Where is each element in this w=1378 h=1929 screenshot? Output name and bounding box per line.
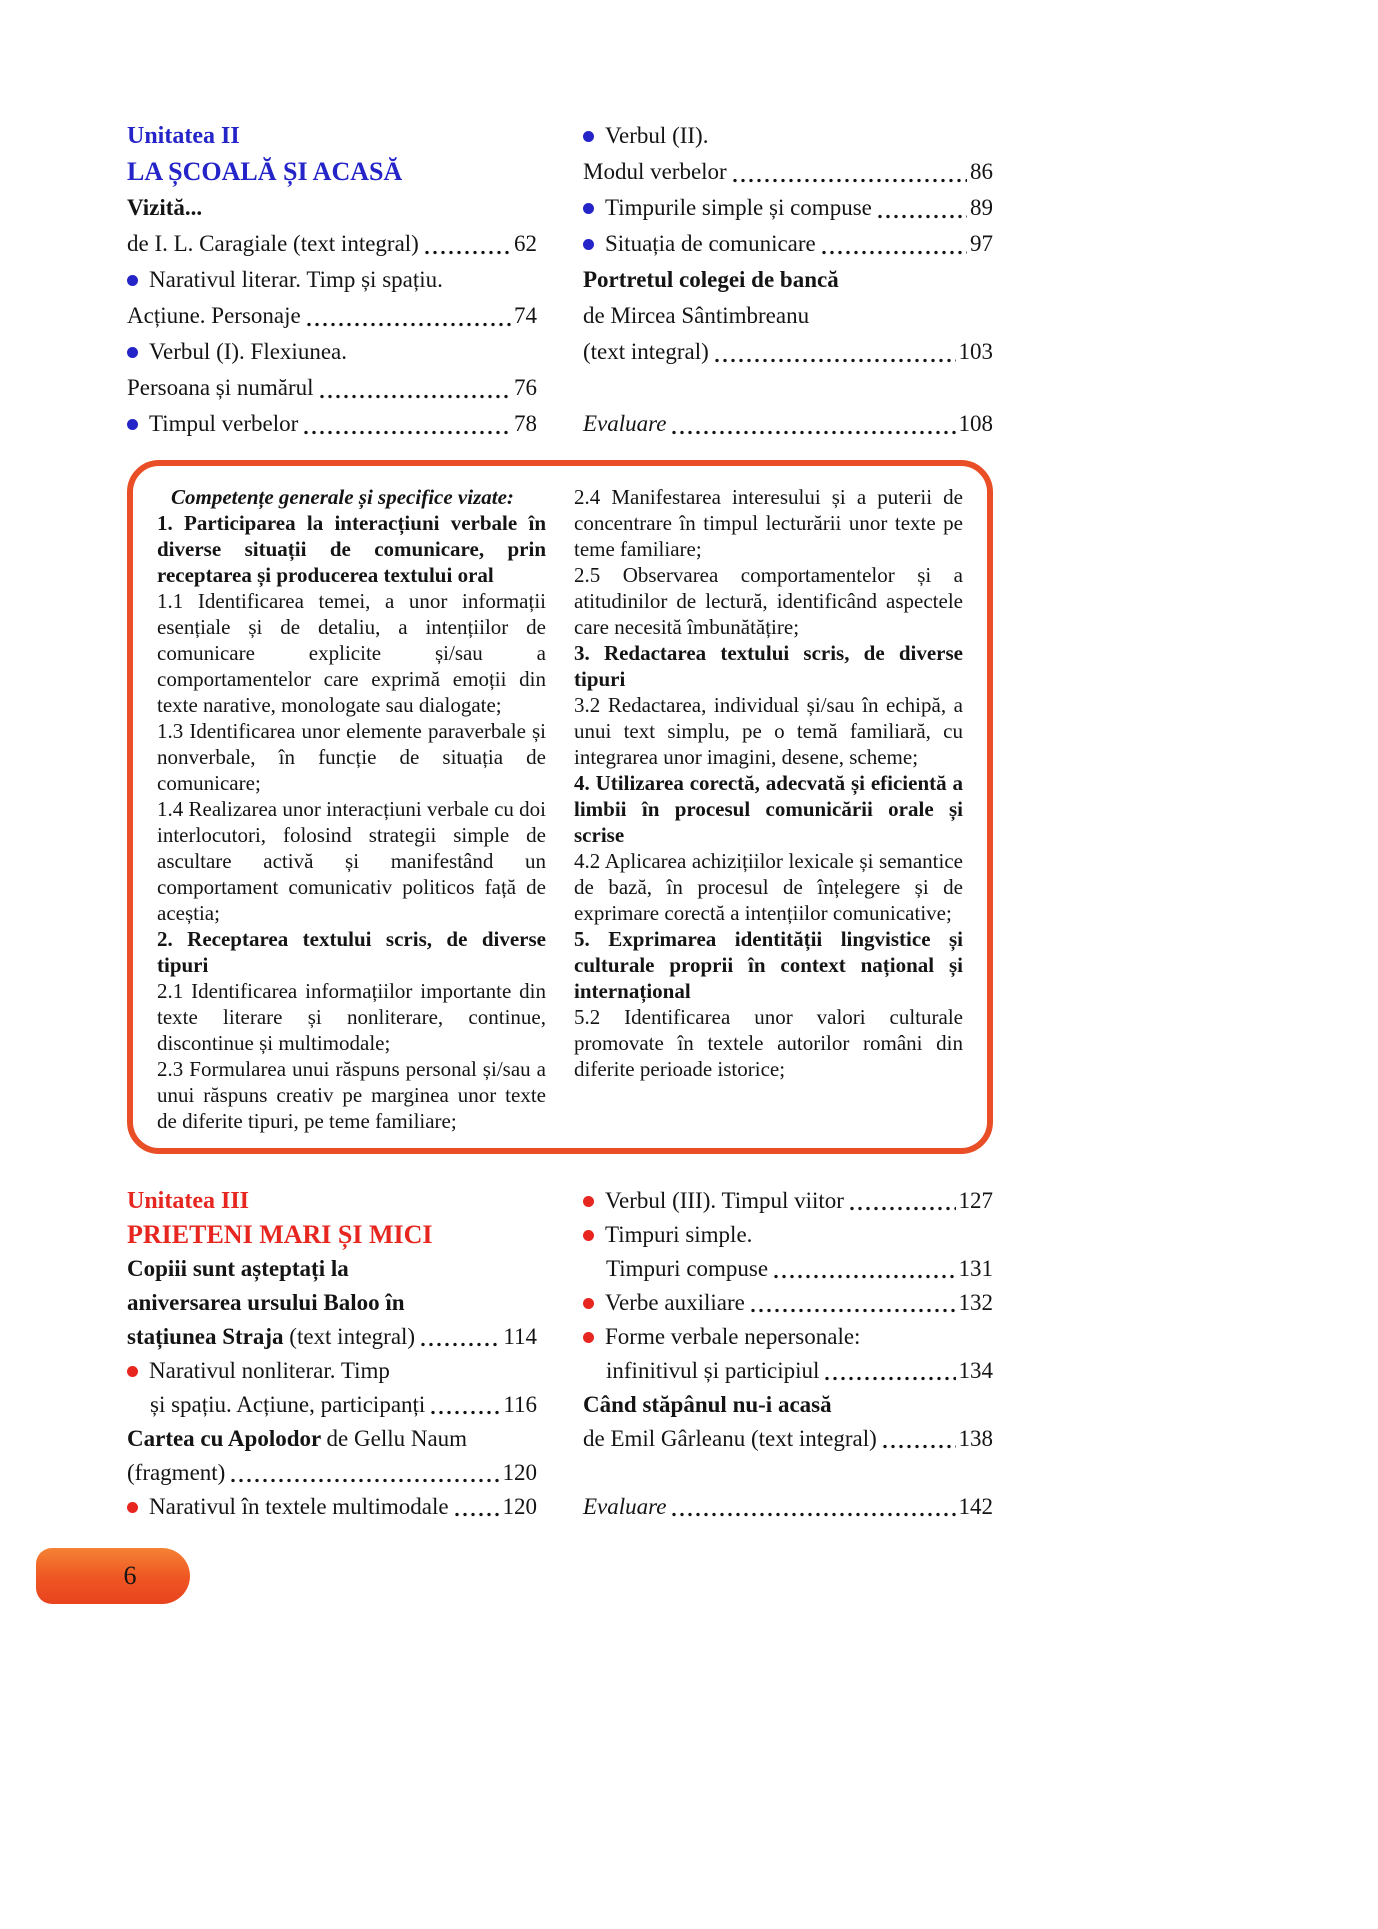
- entry-text: [149, 334, 347, 370]
- red-bullet-icon: [583, 1332, 594, 1343]
- entry-text: [583, 1490, 666, 1524]
- toc-spacer: [583, 370, 993, 406]
- text-run: Acțiune. Personaje: [127, 303, 301, 328]
- text-run: Persoana și numărul: [127, 375, 314, 400]
- toc-entry: [583, 190, 993, 226]
- text-run: Unitatea III: [127, 1188, 250, 1214]
- toc-entry: [127, 1456, 537, 1490]
- blue-bullet-icon: [127, 347, 138, 358]
- red-bullet-icon: [127, 1366, 138, 1377]
- entry-text: [606, 1354, 819, 1388]
- unit2-toc-section: [127, 118, 993, 442]
- entry-text: [127, 1252, 349, 1286]
- toc-entry: [583, 118, 993, 154]
- competencies-left-column: [157, 484, 546, 1134]
- toc-entry: [127, 334, 537, 370]
- toc-entry: [127, 262, 537, 298]
- dotted-leader: [302, 430, 511, 435]
- toc-entry: [127, 1490, 537, 1524]
- toc-entry: [583, 406, 993, 442]
- page-ref: 132: [958, 1290, 993, 1315]
- dotted-leader: [229, 1478, 499, 1483]
- entry-text: [605, 1184, 844, 1218]
- entry-text: [149, 406, 298, 442]
- toc-entry: [583, 1218, 993, 1252]
- page-ref: 134: [958, 1358, 993, 1383]
- text-run: Timpuri simple.: [605, 1222, 753, 1247]
- blue-bullet-icon: [583, 203, 594, 214]
- page-ref: 97: [970, 231, 993, 256]
- toc-entry: [583, 262, 993, 298]
- text-run: infinitivul și participiul: [606, 1358, 820, 1383]
- competency-paragraph: 1. Participarea la interacțiuni verbale în diverse situații de comunicare, prin receptarea și producerea textului oral: [157, 511, 546, 587]
- text-run: de Gellu Naum: [326, 1426, 468, 1451]
- competency-paragraph: 2.5 Observarea comportamentelor și a atitudinilor de lectură, identificând aspectele care necesită îmbunătățire;: [574, 563, 963, 639]
- toc-entry: [583, 1184, 993, 1218]
- page-ref: 74: [514, 303, 537, 328]
- unit3-left-column: [127, 1184, 537, 1524]
- entry-text: [127, 1184, 249, 1218]
- toc-entry: [127, 406, 537, 442]
- text-run: Narativul literar. Timp și spațiu.: [149, 267, 443, 292]
- red-bullet-icon: [127, 1502, 138, 1513]
- text-run: PRIETENI MARI ȘI MICI: [127, 1220, 433, 1249]
- dotted-leader: [713, 358, 956, 363]
- dotted-leader: [670, 430, 955, 435]
- entry-text: [605, 118, 708, 154]
- text-run: Unitatea II: [127, 123, 240, 149]
- page-ref: 89: [970, 195, 993, 220]
- text-run: Verbul (II).: [605, 123, 709, 148]
- text-run: Verbul (III). Timpul viitor: [605, 1188, 844, 1213]
- toc-entry: [583, 1490, 993, 1524]
- text-run: Evaluare: [583, 411, 667, 436]
- page-ref: 120: [502, 1460, 537, 1485]
- toc-spacer: [583, 1456, 993, 1490]
- competency-paragraph: 1.3 Identificarea unor elemente paraverbale și nonverbale, în funcție de situația de comunicare;: [157, 719, 546, 795]
- toc-entry: [583, 226, 993, 262]
- text-run: Portretul colegei de bancă: [583, 267, 839, 292]
- text-run: de I. L. Caragiale (text integral): [127, 231, 419, 256]
- text-run: Cartea cu Apolodor: [127, 1426, 327, 1451]
- unit3-right-column: [583, 1184, 993, 1524]
- entry-text: [606, 1252, 768, 1286]
- text-run: LA ȘCOALĂ ȘI ACASĂ: [127, 157, 403, 186]
- toc-entry: [127, 226, 537, 262]
- competency-paragraph: 2.3 Formularea unui răspuns personal și/sau a unui răspuns creativ pe marginea unor texte de diferite tipuri, pe teme familiare;: [157, 1057, 546, 1133]
- text-run: Timpuri compuse: [606, 1256, 769, 1281]
- toc-entry: [583, 298, 993, 334]
- entry-text: [583, 334, 709, 370]
- entry-text: [127, 1218, 433, 1252]
- competency-paragraph: 2.1 Identificarea informațiilor importante din texte literare și nonliterare, continue, discontinue și multimodale;: [157, 979, 546, 1055]
- text-run: Narativul nonliterar. Timp: [149, 1358, 390, 1383]
- toc-entry: [583, 1354, 993, 1388]
- red-bullet-icon: [583, 1230, 594, 1241]
- page-ref: 138: [958, 1426, 993, 1451]
- text-run: (text integral): [289, 1324, 416, 1349]
- toc-entry: [127, 190, 537, 226]
- entry-text: [127, 1456, 225, 1490]
- toc-entry: [127, 1354, 537, 1388]
- toc-entry: [127, 1320, 537, 1354]
- toc-entry: [127, 1388, 537, 1422]
- text-run: Copiii sunt așteptați la: [127, 1256, 349, 1281]
- text-run: Modul verbelor: [583, 159, 727, 184]
- entry-text: [583, 406, 666, 442]
- unit2-label: [127, 118, 537, 154]
- page-ref: 116: [503, 1392, 537, 1417]
- entry-text: [605, 1286, 745, 1320]
- toc-entry: [583, 1388, 993, 1422]
- competencies-title: Competențe generale și specifice vizate:: [171, 485, 514, 509]
- entry-text: [605, 1218, 752, 1252]
- entry-text: [127, 370, 314, 406]
- page-ref: 78: [514, 411, 537, 436]
- unit3-toc-section: [127, 1184, 993, 1524]
- toc-entry: [583, 1320, 993, 1354]
- entry-text: [127, 298, 301, 334]
- dotted-leader: [848, 1206, 956, 1211]
- competencies-box: [127, 460, 993, 1154]
- text-run: stațiunea Straja: [127, 1324, 290, 1349]
- toc-entry: [127, 1286, 537, 1320]
- page-ref: 127: [958, 1188, 993, 1213]
- toc-entry: [127, 298, 537, 334]
- entry-text: [127, 226, 419, 262]
- competency-paragraph: 1.4 Realizarea unor interacțiuni verbale cu doi interlocutori, folosind strategii simple de ascultare activă și manifestând un comportament comunicativ politicos față de aceștia;: [157, 797, 546, 925]
- text-run: Evaluare: [583, 1494, 667, 1519]
- toc-entry: [583, 334, 993, 370]
- text-run: (text integral): [583, 339, 709, 364]
- entry-text: [150, 1388, 425, 1422]
- unit3-label: [127, 1184, 537, 1218]
- text-run: și spațiu. Acțiune, participanți: [150, 1392, 426, 1417]
- page-number: 6: [123, 1561, 137, 1590]
- unit2-title: [127, 154, 537, 190]
- entry-text: [583, 262, 839, 298]
- competency-paragraph: 3. Redactarea textului scris, de diverse tipuri: [574, 641, 963, 691]
- page-ref: 142: [958, 1494, 993, 1519]
- page-ref: 120: [502, 1494, 537, 1519]
- unit2-left-column: [127, 118, 537, 442]
- blue-bullet-icon: [583, 131, 594, 142]
- competency-paragraph: 5.2 Identificarea unor valori culturale promovate în textele autorilor români din diferite perioade istorice;: [574, 1005, 963, 1081]
- dotted-leader: [731, 178, 967, 183]
- entry-text: [127, 1320, 415, 1354]
- page-content: [123, 118, 993, 1604]
- dotted-leader: [772, 1274, 955, 1279]
- entry-text: [149, 1490, 449, 1524]
- text-run: Vizită...: [127, 195, 203, 220]
- competency-paragraph: 5. Exprimarea identității lingvistice și culturale proprii în context național și internațional: [574, 927, 963, 1003]
- text-run: Verbul (I). Flexiunea.: [149, 339, 347, 364]
- competency-paragraph: 2. Receptarea textului scris, de diverse tipuri: [157, 927, 546, 977]
- text-run: Când stăpânul nu-i acasă: [583, 1392, 832, 1417]
- text-run: de Mircea Sântimbreanu: [583, 303, 810, 328]
- entry-text: [605, 1320, 860, 1354]
- unit2-right-column: [583, 118, 993, 442]
- dotted-leader: [823, 1376, 955, 1381]
- text-run: (fragment): [127, 1460, 226, 1485]
- unit3-title: [127, 1218, 537, 1252]
- entry-text: [127, 190, 202, 226]
- entry-text: [583, 154, 727, 190]
- text-run: Situația de comunicare: [605, 231, 816, 256]
- entry-text: [583, 1422, 877, 1456]
- dotted-leader: [305, 322, 511, 327]
- toc-entry: [583, 154, 993, 190]
- competency-paragraph: 3.2 Redactarea, individual și/sau în echipă, a unui text simplu, pe o temă familiară, cu integrarea unor imagini, desene, scheme;: [574, 693, 963, 769]
- competency-paragraph: 1.1 Identificarea temei, a unor informații esențiale și de detaliu, a intențiilor de comunicare explicite și/sau a comportamentelor care exprimă emoții din texte narative, monologate sau dialogate;: [157, 589, 546, 717]
- text-run: de Emil Gârleanu (text integral): [583, 1426, 877, 1451]
- dotted-leader: [876, 214, 967, 219]
- text-run: Verbe auxiliare: [605, 1290, 745, 1315]
- page-ref: 131: [958, 1256, 993, 1281]
- text-run: Timpurile simple și compuse: [605, 195, 872, 220]
- entry-text: [127, 1286, 405, 1320]
- text-run: aniversarea ursului Baloo în: [127, 1290, 405, 1315]
- text-run: Narativul în textele multimodale: [149, 1494, 449, 1519]
- dotted-leader: [419, 1342, 500, 1347]
- text-run: Timpul verbelor: [149, 411, 299, 436]
- dotted-leader: [423, 250, 511, 255]
- toc-entry: [127, 1422, 537, 1456]
- dotted-leader: [318, 394, 511, 399]
- competency-paragraph: 2.4 Manifestarea interesului și a puterii de concentrare în timpul lecturării unor texte pe teme familiare;: [574, 485, 963, 561]
- entry-text: [583, 298, 809, 334]
- blue-bullet-icon: [583, 239, 594, 250]
- page-ref: 108: [958, 411, 993, 436]
- page-ref: 103: [958, 339, 993, 364]
- page-ref: 114: [503, 1324, 537, 1349]
- red-bullet-icon: [583, 1298, 594, 1309]
- blue-bullet-icon: [127, 275, 138, 286]
- toc-entry: [583, 1286, 993, 1320]
- toc-entry: [583, 1252, 993, 1286]
- dotted-leader: [820, 250, 967, 255]
- entry-text: [127, 118, 240, 154]
- text-run: Forme verbale nepersonale:: [605, 1324, 861, 1349]
- dotted-leader: [670, 1512, 955, 1517]
- toc-entry: [127, 1252, 537, 1286]
- entry-text: [127, 154, 402, 190]
- entry-text: [149, 1354, 390, 1388]
- competencies-right-column: [574, 484, 963, 1134]
- red-bullet-icon: [583, 1196, 594, 1207]
- toc-entry: [127, 370, 537, 406]
- entry-text: [149, 262, 443, 298]
- page-ref: 62: [514, 231, 537, 256]
- entry-text: [605, 226, 816, 262]
- page-ref: 86: [970, 159, 993, 184]
- entry-text: [605, 190, 872, 226]
- entry-text: [583, 1388, 832, 1422]
- dotted-leader: [881, 1444, 956, 1449]
- page-ref: 76: [514, 375, 537, 400]
- blue-bullet-icon: [127, 419, 138, 430]
- competency-paragraph: 4.2 Aplicarea achizițiilor lexicale și semantice de bază, în procesul de înțelegere și de exprimare corectă a intențiilor comunicative;: [574, 849, 963, 925]
- competency-paragraph: 4. Utilizarea corectă, adecvată și eficientă a limbii în procesul comunicării orale și scrise: [574, 771, 963, 847]
- dotted-leader: [453, 1512, 500, 1517]
- page-number-tab: [36, 1548, 190, 1604]
- toc-entry: [583, 1422, 993, 1456]
- dotted-leader: [749, 1308, 956, 1313]
- dotted-leader: [429, 1410, 500, 1415]
- entry-text: [127, 1422, 467, 1456]
